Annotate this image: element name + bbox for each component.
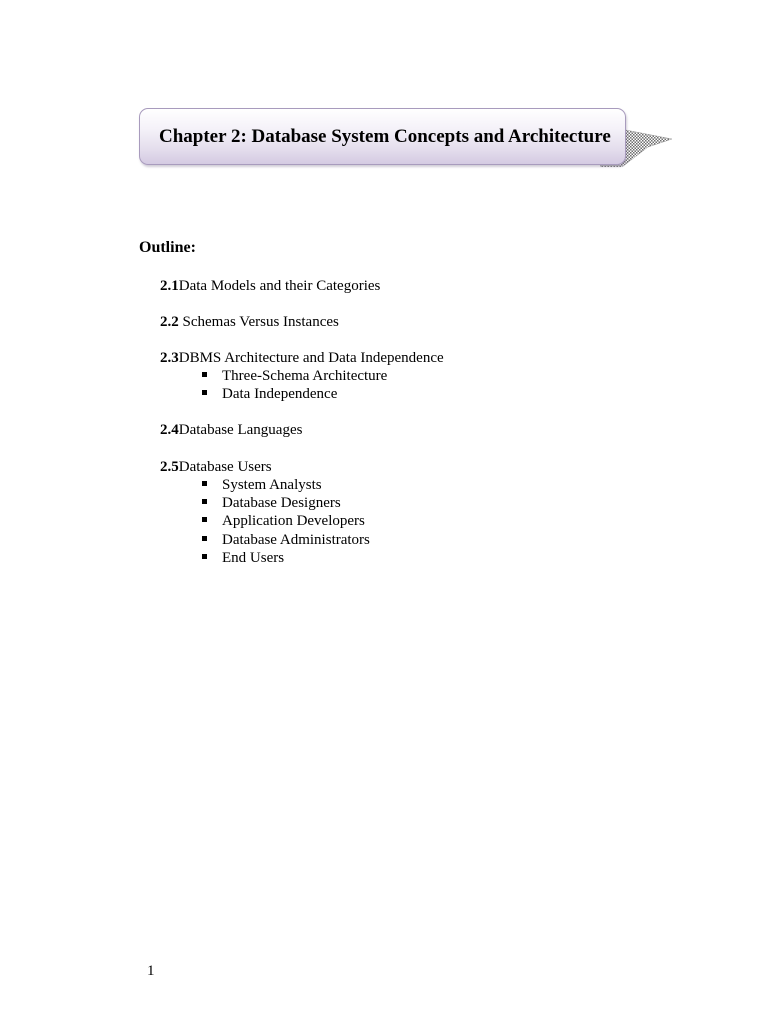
- bullet-text: Database Designers: [222, 495, 341, 511]
- bullet-text: Three-Schema Architecture: [222, 368, 388, 384]
- bullet-square-icon: [202, 554, 207, 559]
- outline-section-2-5: [160, 458, 272, 476]
- section-number: 2.4: [160, 422, 179, 438]
- bullet-square-icon: [202, 372, 207, 377]
- bullet-text: Application Developers: [222, 513, 365, 529]
- chapter-title: Chapter 2: Database System Concepts and Architecture: [159, 126, 611, 147]
- bullet-item: [202, 549, 284, 567]
- section-title: Database Users: [178, 459, 272, 475]
- section-title: Database Languages: [178, 422, 303, 438]
- bullet-square-icon: [202, 481, 207, 486]
- bullet-square-icon: [202, 390, 207, 395]
- bullet-item: [202, 531, 370, 549]
- section-number: 2.5: [160, 459, 179, 475]
- section-number: 2.3: [160, 350, 179, 366]
- section-number: 2.2: [160, 314, 179, 330]
- outline-section-2-1: [160, 277, 380, 295]
- bullet-text: Data Independence: [222, 386, 338, 402]
- section-number: 2.1: [160, 278, 179, 294]
- bullet-square-icon: [202, 517, 207, 522]
- bullet-item: [202, 494, 341, 512]
- bullet-item: [202, 476, 322, 494]
- outline-section-2-3: [160, 349, 444, 367]
- outline-section-2-4: [160, 421, 302, 439]
- bullet-square-icon: [202, 536, 207, 541]
- section-title: Data Models and their Categories: [178, 278, 381, 294]
- bullet-text: End Users: [222, 550, 285, 566]
- outline-heading: Outline:: [139, 239, 196, 256]
- section-title: DBMS Architecture and Data Independence: [178, 350, 444, 366]
- bullet-item: [202, 367, 387, 385]
- bullet-item: [202, 385, 337, 403]
- section-title: Schemas Versus Instances: [178, 314, 339, 330]
- outline-section-2-2: [160, 313, 339, 331]
- bullet-text: System Analysts: [222, 477, 322, 493]
- bullet-text: Database Administrators: [222, 532, 370, 548]
- bullet-item: [202, 512, 365, 530]
- bullet-square-icon: [202, 499, 207, 504]
- page-number: 1: [147, 963, 155, 979]
